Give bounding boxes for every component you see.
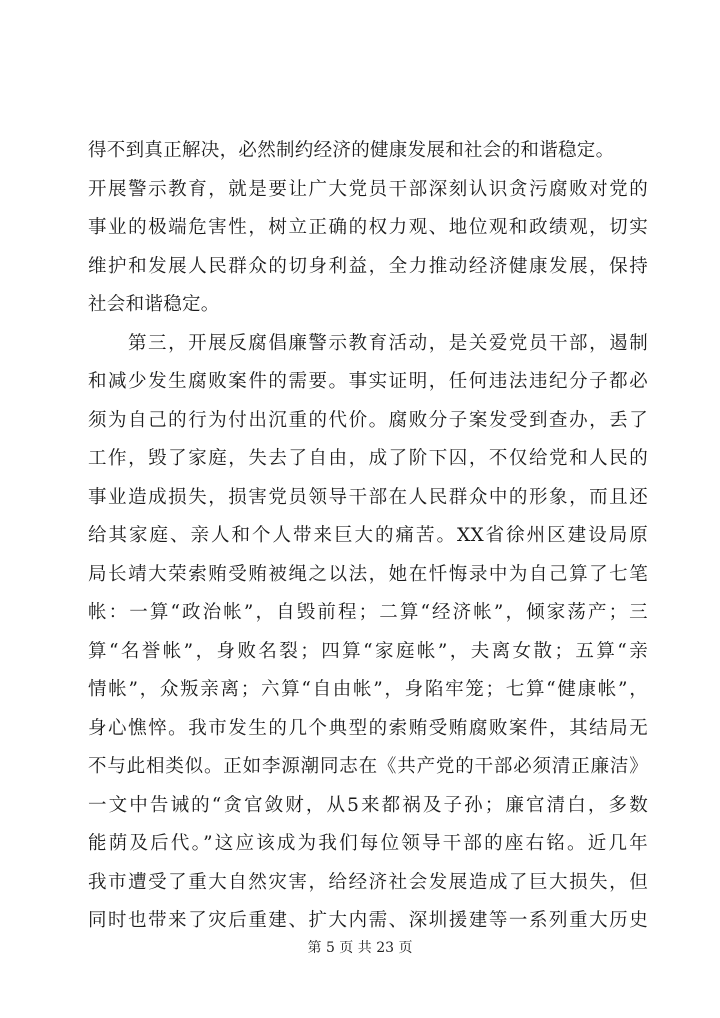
text-line: 事业造成损失，损害党员领导干部在人民群众中的形象，而且还 [88, 486, 648, 508]
text-line: 须为自己的行为付出沉重的代价。腐败分子案发受到查办，丢了 [88, 409, 648, 431]
text-line: 给其家庭、亲人和个人带来巨大的痛苦。XX省徐州区建设局原 [88, 525, 648, 546]
text-line: 得不到真正解决，必然制约经济的健康发展和社会的和谐稳定。 [88, 140, 615, 161]
text-line: 社会和谐稳定。 [88, 294, 220, 315]
text-line: 帐：一算“政治帐”，自毁前程；二算“经济帐”，倾家荡产；三 [88, 602, 648, 623]
text-line: 情帐”，众叛亲离；六算“自由帐”，身陷牢笼；七算“健康帐”， [88, 679, 648, 700]
text-line: 我市遭受了重大自然灾害，给经济社会发展造成了巨大损失，但 [88, 871, 648, 893]
text-line: 和减少发生腐败案件的需要。事实证明，任何违法违纪分子都必 [88, 371, 648, 392]
document-body [88, 132, 648, 941]
text-line: 身心憔悴。我市发生的几个典型的索贿受贿腐败案件，其结局无 [88, 717, 648, 739]
text-line: 工作，毁了家庭，失去了自由，成了阶下囚，不仅给党和人民的 [88, 448, 648, 469]
text-line: 局长靖大荣索贿受贿被绳之以法，她在忏悔录中为自己算了七笔 [88, 563, 648, 585]
text-line: 同时也带来了灾后重建、扩大内需、深圳援建等一系列重大历史 [88, 910, 648, 931]
text-line: 开展警示教育，就是要让广大党员干部深刻认识贪污腐败对党的 [88, 178, 648, 200]
text-line: 第三，开展反腐倡廉警示教育活动，是关爱党员干部，遏制 [128, 332, 648, 354]
page-footer: 第 5 页 共 23 页 [307, 940, 413, 956]
text-line: 事业的极端危害性，树立正确的权力观、地位观和政绩观，切实 [88, 217, 648, 238]
text-line: 算“名誉帐”，身败名裂；四算“家庭帐”，夫离女散；五算“亲 [88, 640, 648, 662]
text-line: 维护和发展人民群众的切身利益，全力推动经济健康发展，保持 [88, 255, 648, 277]
text-line: 不与此相类似。正如李源潮同志在《共产党的干部必须清正廉洁》 [88, 756, 648, 777]
text-line: 能荫及后代。”这应该成为我们每位领导干部的座右铭。近几年 [88, 833, 648, 854]
text-line: 一文中告诫的“贪官敛财，从5来都祸及子孙；廉官清白，多数 [88, 794, 648, 816]
